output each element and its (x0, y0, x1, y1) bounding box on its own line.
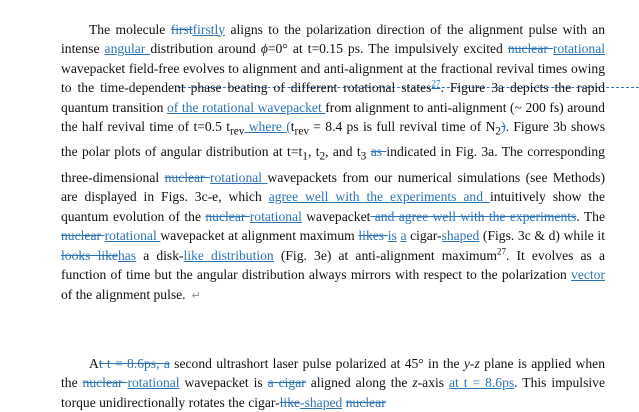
body-text: . Figure 3b shows the polar plots of angular distribution at t=t (61, 119, 605, 160)
body-text: , t (307, 144, 320, 160)
body-text: intuitively show the quantum evolution of the (61, 189, 605, 224)
inserted-text: rotational (127, 375, 180, 391)
deleted-text: likes (358, 228, 388, 244)
body-text: t (226, 119, 230, 135)
body-text: . The (576, 208, 605, 224)
citation-superscript: 27 (496, 246, 506, 256)
deleted-text: nuclear (164, 169, 210, 185)
body-text: wavepacket at alignment maximum (160, 228, 359, 244)
inserted-text: has (117, 247, 137, 263)
deleted-text: a cigar (267, 375, 306, 391)
inserted-text: where ( (244, 119, 291, 135)
inserted-text: of the rotational wavepacket (166, 99, 326, 115)
subscript: rev (294, 125, 310, 138)
body-text: (Fig. 3e) at anti-alignment maximum (273, 247, 497, 263)
inserted-citation: 27 (431, 78, 441, 89)
deleted-text: like (279, 394, 301, 410)
body-text: wavepackets from our numerical simulations (see Methods) are displayed in Figs. 3c-e, which (61, 169, 605, 205)
inserted-text: shaped (441, 228, 480, 244)
deleted-text: nuclear (345, 394, 386, 410)
italic-text: z (412, 375, 418, 391)
body-text: A (89, 355, 99, 371)
deleted-text: first (170, 21, 193, 37)
body-text: . This impulsive torque unidirectionally rotates the cigar- (61, 375, 605, 410)
body-text: distribution around (150, 41, 261, 57)
inserted-text: at t = 8.6ps (449, 375, 515, 391)
deleted-text: t t = 8.6ps, a (98, 355, 170, 371)
body-text: wavepacket (301, 208, 371, 224)
deleted-text: looks like (61, 247, 118, 263)
subscript: rev (229, 125, 245, 138)
inserted-text: is (387, 228, 397, 244)
body-text: aligned along the (305, 375, 413, 391)
body-text: (Figs. 3c & d) while it (479, 228, 605, 244)
inserted-text: rotational (249, 208, 302, 224)
body-text: from alignment to anti-alignment (~ 200 fs) around the half revival time of t=0.5 (61, 99, 605, 135)
deleted-text: ) (501, 119, 506, 135)
paragraph-2[interactable] (61, 354, 605, 412)
body-text: = 8.4 ps is full revival time of N (309, 119, 496, 135)
inserted-text: angular (104, 41, 151, 57)
body-text: plane is applied when the (61, 355, 606, 391)
body-text: . Figure 3a depicts the rapid quantum transition (61, 80, 605, 115)
subscript: 1 (302, 151, 308, 164)
inserted-text: like distribution (183, 247, 274, 263)
paragraph-1[interactable] (61, 20, 605, 306)
body-text: , and t (325, 144, 361, 160)
subscript: 3 (360, 151, 367, 164)
subscript: 2 (319, 151, 326, 164)
deleted-text: nuclear (205, 208, 250, 224)
paragraph-mark: ↵ (191, 289, 201, 302)
inserted-text: vector (571, 267, 605, 283)
deleted-text: nuclear (82, 375, 128, 391)
body-text: indicated in Fig. 3a. The corresponding three-dimensional (61, 144, 605, 185)
body-text: -axis (417, 375, 450, 391)
italic-text: ϕ (260, 41, 268, 57)
inserted-text: agree well with the experiments and (268, 189, 490, 205)
body-text: t (290, 119, 295, 135)
deleted-text: nuclear (61, 228, 105, 244)
body-text: a disk- (136, 247, 184, 263)
body-text: cigar- (406, 228, 442, 244)
deleted-text: and agree well with the experiments (370, 208, 577, 224)
body-text: of the alignment pulse. (61, 286, 186, 302)
inserted-text: rotational (552, 41, 605, 57)
inserted-text: -shaped (300, 394, 343, 410)
inserted-text: firstly (192, 21, 226, 37)
deleted-text: nuclear (507, 41, 553, 57)
body-text: wavepacket field-free evolves to alignment and anti-alignment at the fractional revival times owing to the time-dependent phase beating of different rotational states (61, 60, 605, 96)
subscript: 2 (495, 125, 502, 138)
inserted-text: rotational (209, 169, 268, 185)
body-text: The molecule (89, 21, 171, 37)
inserted-text: a (400, 228, 407, 244)
italic-text: y-z (463, 355, 480, 371)
deleted-text: as (370, 144, 387, 160)
body-text: wavepacket is (179, 375, 268, 391)
body-text: . It evolves as a function of time but the angular distribution always mirrors with respect to the polarization (61, 247, 605, 283)
body-text: aligns to the polarization direction of the alignment pulse with an intense (61, 21, 605, 57)
inserted-text: rotational (104, 228, 161, 244)
body-text: second ultrashort laser pulse polarized at 45° in the (169, 355, 464, 371)
body-text: =0° at t=0.15 ps. The impulsively excited (267, 41, 508, 57)
